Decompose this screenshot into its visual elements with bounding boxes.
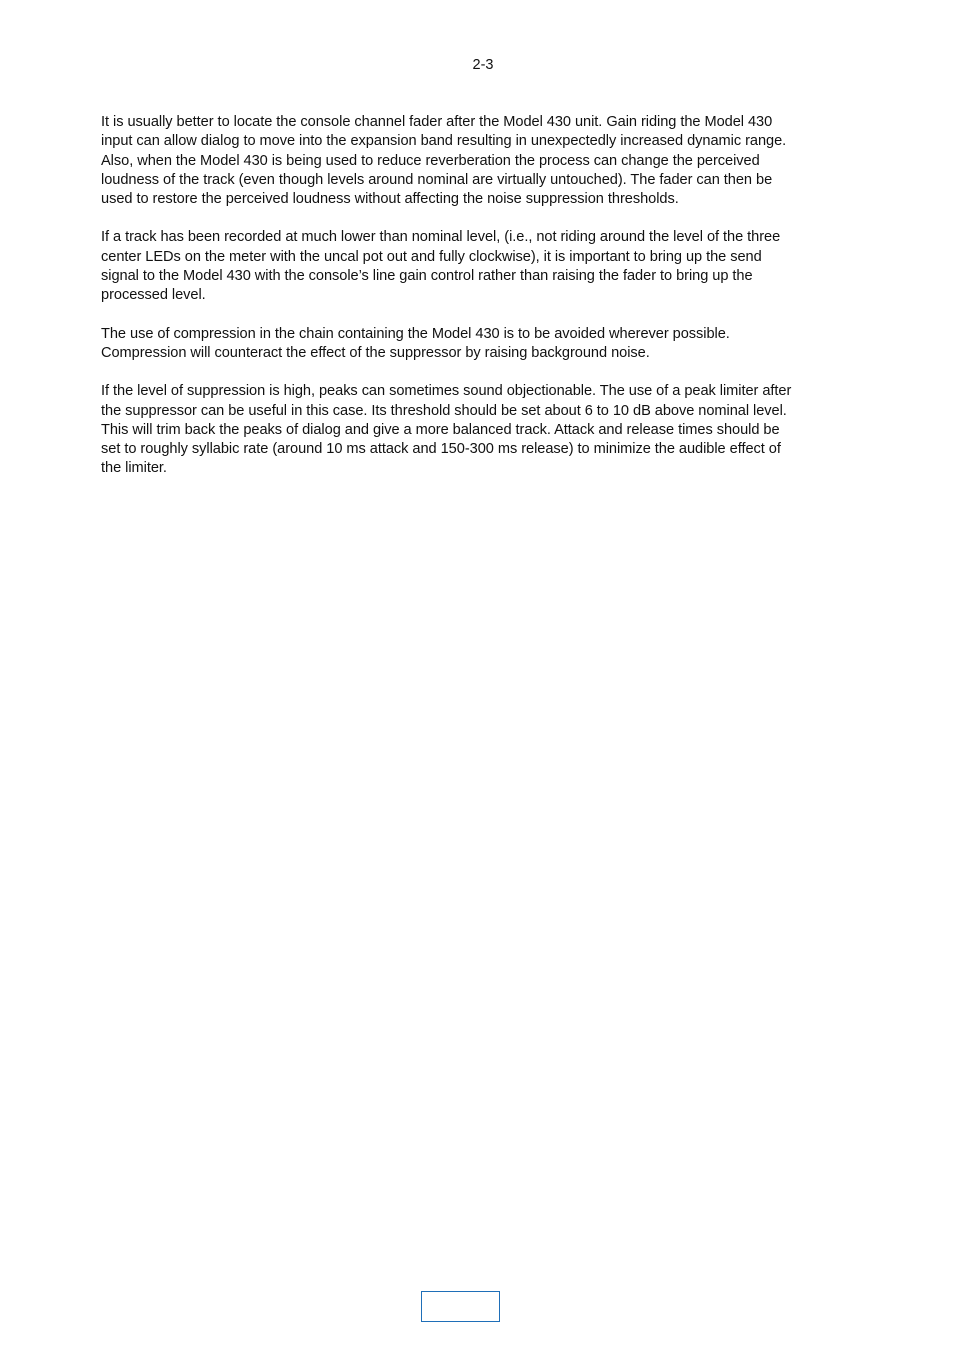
- paragraph-peak-limiter: If the level of suppression is high, peaks can sometimes sound objectionable. The use of a peak limiter after the suppressor can be useful in this case. Its threshold should be set about 6 to 10 dB above nominal level. This will trim back the peaks of dialog and give a more balanced track. Attack and release times should be set to roughly syllabic rate (around 10 ms attack and 150-300 ms release) to minimize the audible effect of the limiter.: [101, 383, 792, 477]
- paragraph-low-level-tracks: If a track has been recorded at much lower than nominal level, (i.e., not riding around the level of the three center LEDs on the meter with the uncal pot out and fully clockwise), it is important to bring up the send signal to the Model 430 with the console’s line gain control rather than raising the fader to bring up the processed level.: [101, 229, 781, 304]
- paragraph-fader-placement: It is usually better to locate the console channel fader after the Model 430 unit. Gain riding the Model 430 input can allow dialog to move into the expansion band resulting in unexpectedly increased dynamic range. Also, when the Model 430 is being used to reduce reverberation the process can change the perceived loudness of the track (even though levels around nominal are virtually untouched). The fader can then be used to restore the perceived loudness without affecting the noise suppression thresholds.: [101, 114, 787, 208]
- navigation-link-box[interactable]: [421, 1291, 500, 1322]
- page-number: 2-3: [472, 57, 494, 73]
- body-text: [101, 113, 873, 498]
- paragraph-compression: The use of compression in the chain containing the Model 430 is to be avoided wherever possible. Compression will counteract the effect of the suppressor by raising background noise.: [101, 325, 730, 361]
